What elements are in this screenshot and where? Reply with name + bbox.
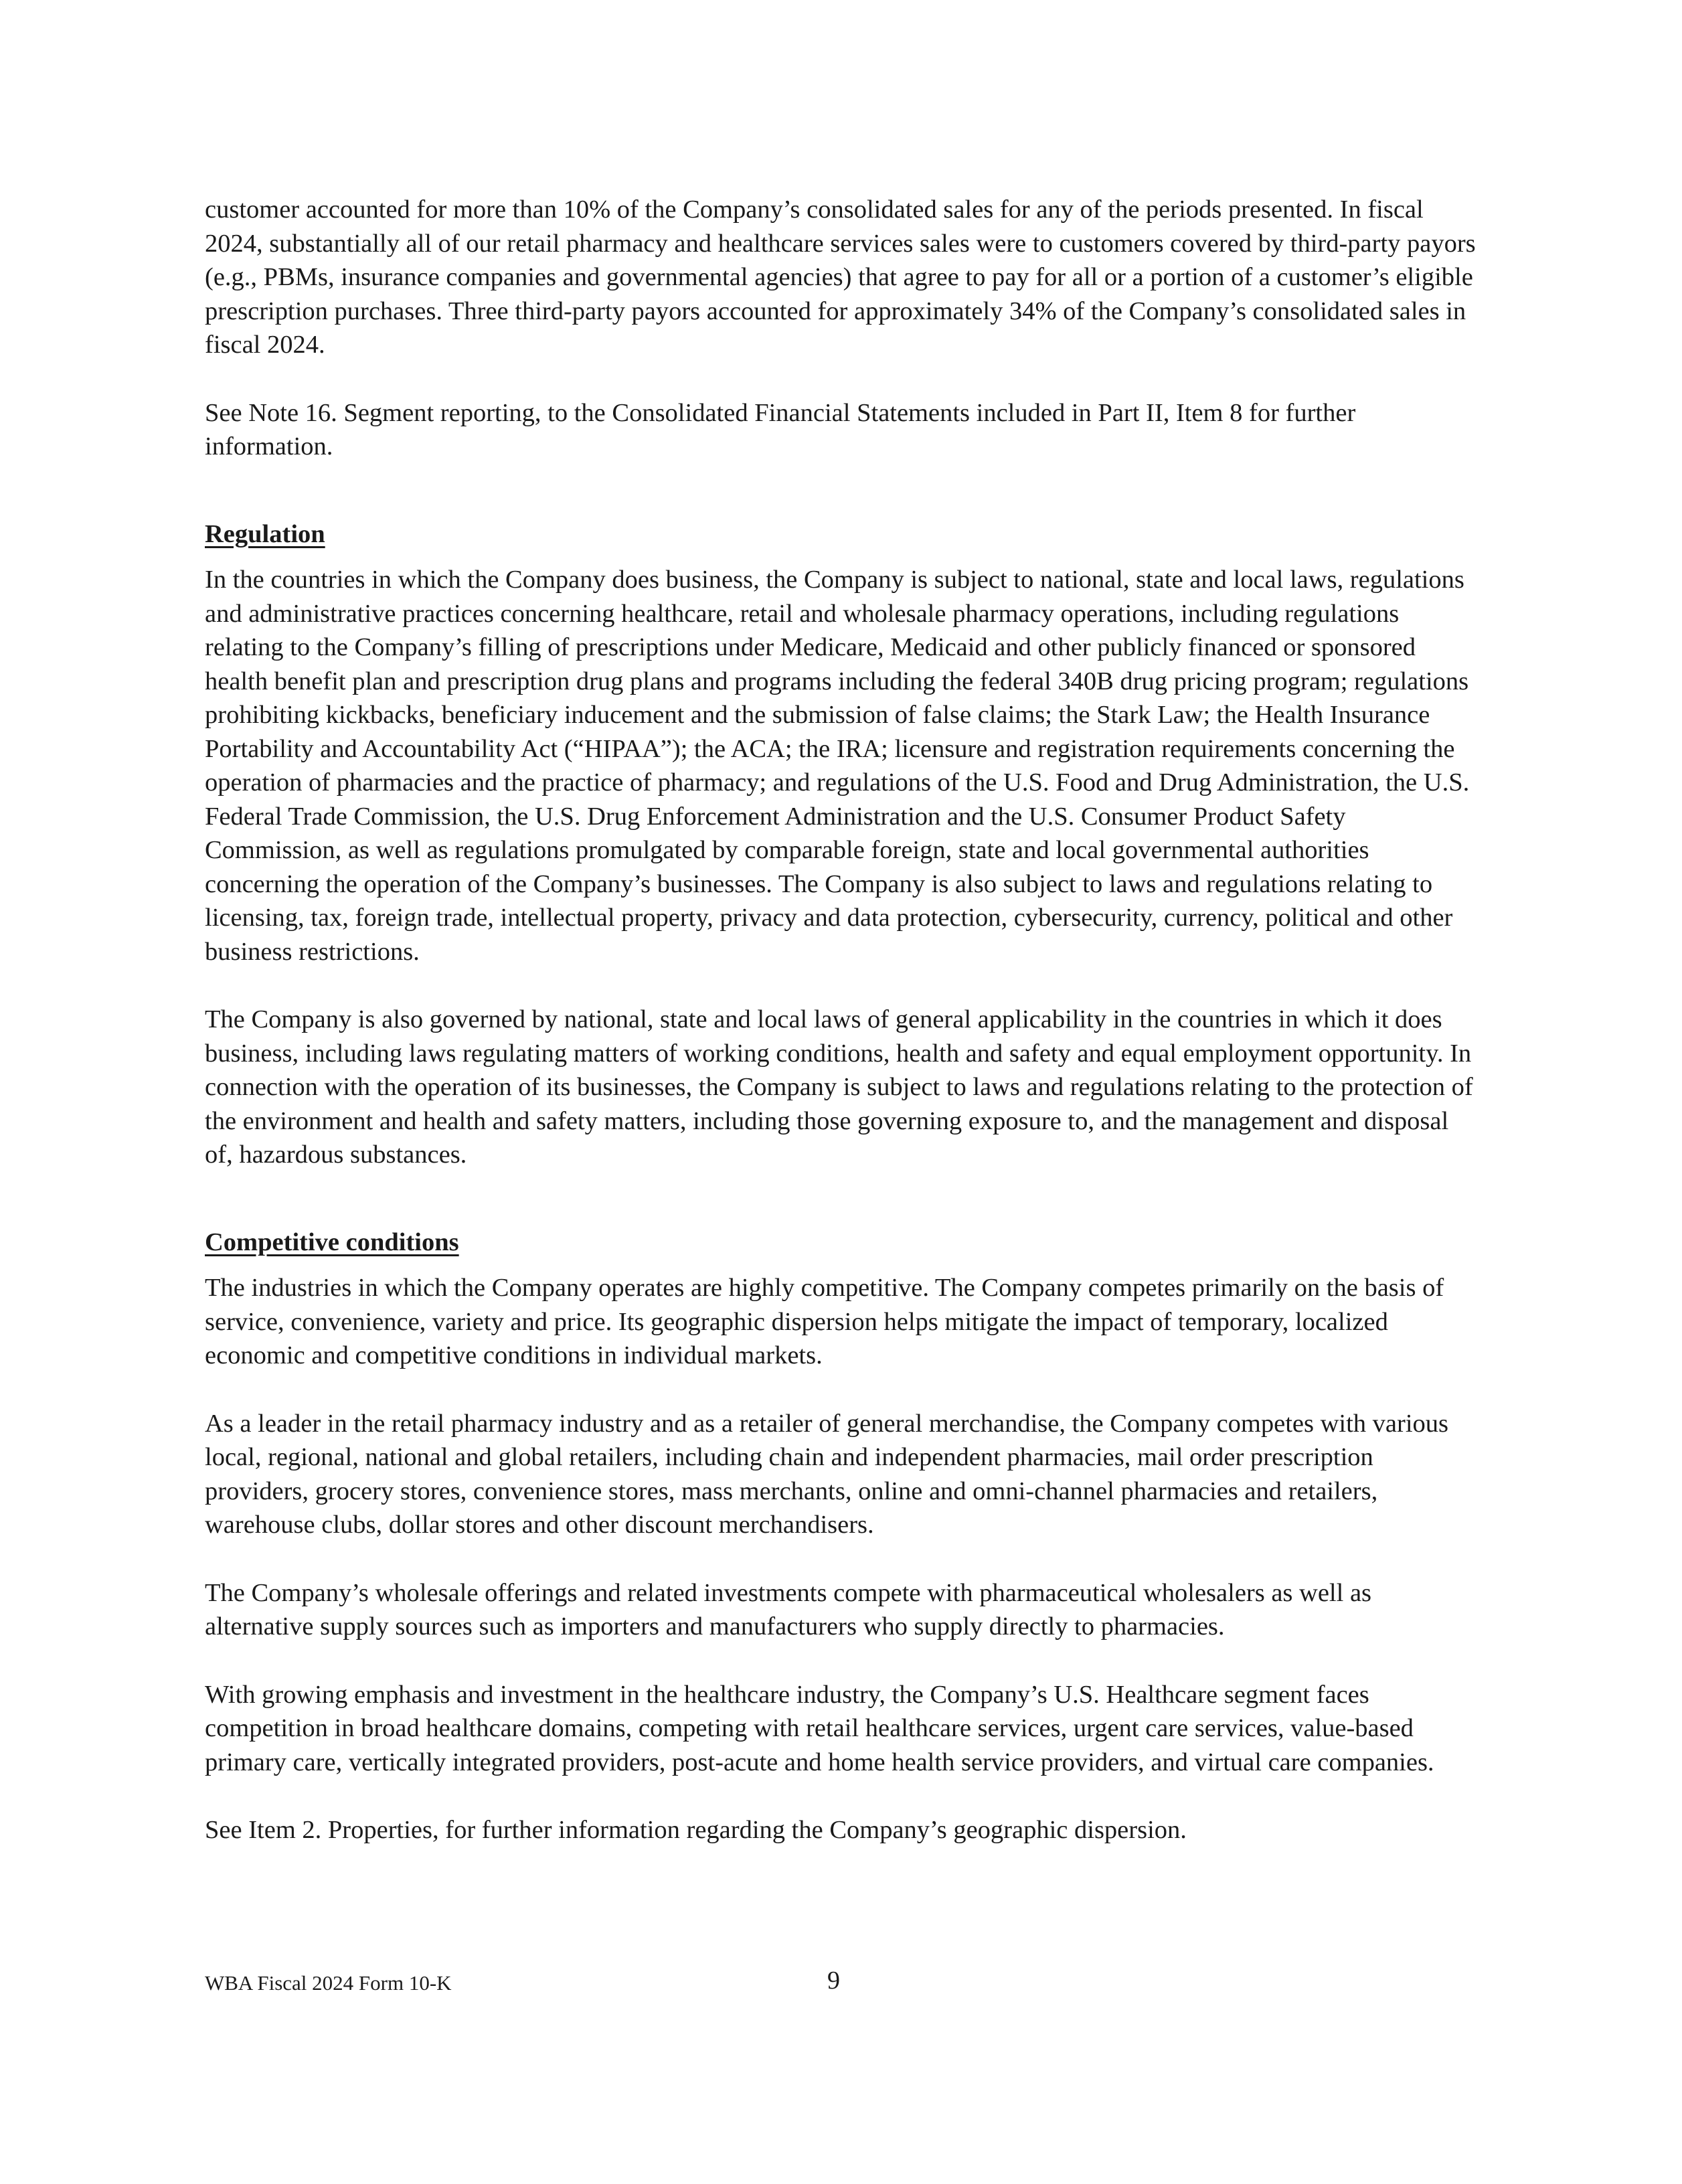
competitive-paragraph-4: With growing emphasis and investment in the healthcare industry, the Company’s U.S. Healthcare segment faces competition in broad healthcare domains, competing with retail healthcare services, urgent care services, value-based primary care, vertically integrated providers, post-acute and home health service providers, and virtual care companies. [205,1680,1434,1776]
page-footer [205,1966,1477,1999]
page-number: 9 [827,1966,840,1995]
footer-document-title: WBA Fiscal 2024 Form 10-K [205,1971,452,1995]
competitive-paragraph-5: See Item 2. Properties, for further information regarding the Company’s geographic dispersion. [205,1816,1187,1844]
regulation-heading: Regulation [205,519,325,548]
regulation-paragraph-2: The Company is also governed by national, state and local laws of general applicability in the countries in which it does business, including laws regulating matters of working conditions, health and safety and equal employment opportunity. In connection with the operation of its businesses, the Company is subject to laws and regulations relating to the protection of the environment and health and safety matters, including those governing exposure to, and the management and disposal of, hazardous substances. [205,1005,1473,1169]
intro-paragraph-2: See Note 16. Segment reporting, to the Consolidated Financial Statements included in Part II, Item 8 for further information. [205,398,1356,460]
competitive-conditions-heading: Competitive conditions [205,1228,459,1256]
intro-paragraph-1: customer accounted for more than 10% of the Company’s consolidated sales for any of the periods presented. In fiscal 2024, substantially all of our retail pharmacy and healthcare services sales were to customers covered by third-party payors (e.g., PBMs, insurance companies and governmental agencies) that agree to pay for all or a portion of a customer’s eligible prescription purchases. Three third-party payors accounted for approximately 34% of the Company’s consolidated sales in fiscal 2024. [205,195,1476,359]
document-body [205,193,1477,1881]
competitive-paragraph-2: As a leader in the retail pharmacy industry and as a retailer of general merchandise, the Company competes with various local, regional, national and global retailers, including chain and independent pharmacies, mail order prescription providers, grocery stores, convenience stores, mass merchants, online and omni-channel pharmacies and retailers, warehouse clubs, dollar stores and other discount merchandisers. [205,1409,1449,1539]
competitive-paragraph-1: The industries in which the Company operates are highly competitive. The Company competes primarily on the basis of service, convenience, variety and price. Its geographic dispersion helps mitigate the impact of temporary, localized economic and competitive conditions in individual markets. [205,1274,1444,1369]
regulation-paragraph-1: In the countries in which the Company does business, the Company is subject to national, state and local laws, regulations and administrative practices concerning healthcare, retail and wholesale pharmacy operations, including regulations relating to the Company’s filling of prescriptions under Medicare, Medicaid and other publicly financed or sponsored health benefit plan and prescription drug plans and programs including the federal 340B drug pricing program; regulations prohibiting kickbacks, beneficiary inducement and the submission of false claims; the Stark Law; the Health Insurance Portability and Accountability Act (“HIPAA”); the ACA; the IRA; licensure and registration requirements concerning the operation of pharmacies and the practice of pharmacy; and regulations of the U.S. Food and Drug Administration, the U.S. Federal Trade Commission, the U.S. Drug Enforcement Administration and the U.S. Consumer Product Safety Commission, as well as regulations promulgated by comparable foreign, state and local governmental authorities concerning the operation of the Company’s businesses. The Company is also subject to laws and regulations relating to licensing, tax, foreign trade, intellectual property, privacy and data protection, cybersecurity, currency, political and other business restrictions. [205,566,1470,966]
competitive-paragraph-3: The Company’s wholesale offerings and related investments compete with pharmaceutical wholesalers as well as alternative supply sources such as importers and manufacturers who supply directly to pharmacies. [205,1578,1372,1641]
